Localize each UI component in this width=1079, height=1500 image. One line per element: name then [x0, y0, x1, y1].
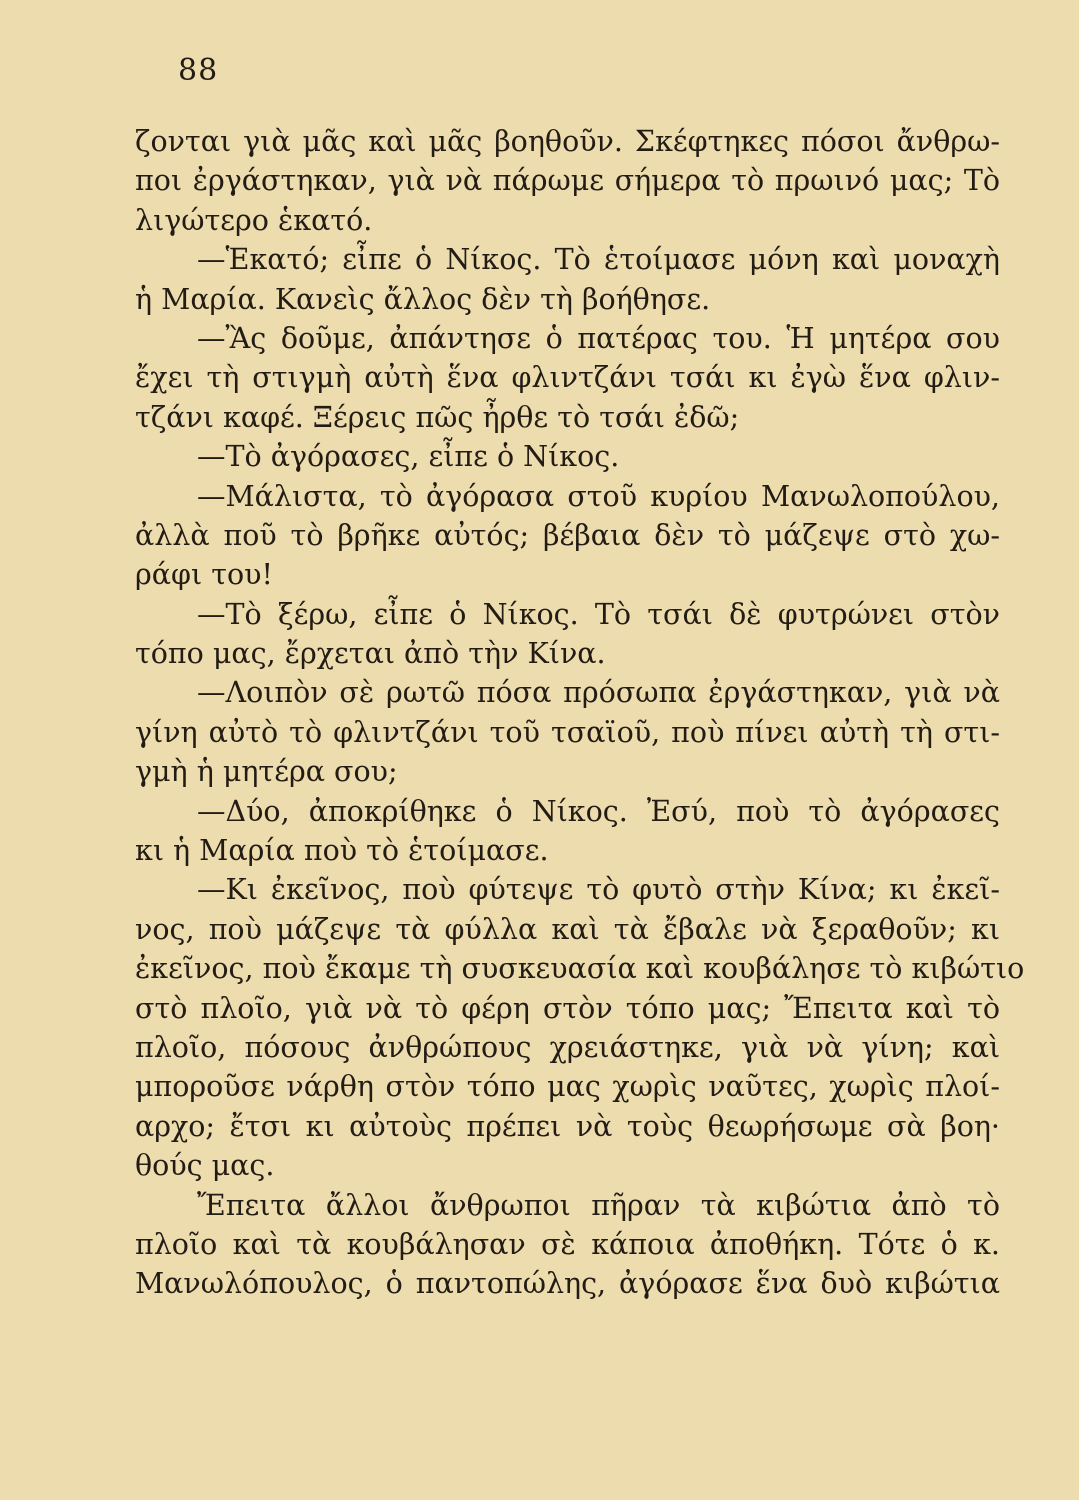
text-line: πλοῖο, πόσους ἀνθρώπους χρειάστηκε, γιὰ νὰ γίνη; καὶ	[135, 1030, 1000, 1064]
body-text	[135, 122, 1025, 1304]
text-line: —Λοιπὸν σὲ ρωτῶ πόσα πρόσωπα ἐργάστηκαν, γιὰ νὰ	[197, 676, 1000, 710]
text-line: νος, ποὺ μάζεψε τὰ φύλλα καὶ τὰ ἔβαλε νὰ ξεραθοῦν; κι	[135, 912, 1000, 946]
text-line: θούς μας.	[135, 1149, 275, 1183]
text-line: —Δύο, ἀποκρίθηκε ὁ Νίκος. Ἐσύ, ποὺ τὸ ἀγόρασες	[197, 794, 1000, 828]
text-line: ἀλλὰ ποῦ τὸ βρῆκε αὐτός; βέβαια δὲν τὸ μάζεψε στὸ χω-	[135, 518, 1000, 552]
text-line: —Ἂς δοῦμε, ἀπάντησε ὁ πατέρας του. Ἡ μητέρα σου	[197, 321, 1000, 355]
text-line: ποι ἐργάστηκαν, γιὰ νὰ πάρωμε σήμερα τὸ πρωινό μας; Τὸ	[135, 164, 1000, 198]
text-line: ἔχει τὴ στιγμὴ αὐτὴ ἕνα φλιντζάνι τσάι κι ἐγὼ ἕνα φλιν-	[135, 361, 1000, 395]
text-line: —Ἑκατό; εἶπε ὁ Νίκος. Τὸ ἑτοίμασε μόνη καὶ μοναχὴ	[197, 243, 1000, 277]
text-line: ράφι του!	[135, 558, 273, 592]
text-line: πλοῖο καὶ τὰ κουβάλησαν σὲ κάποια ἀποθήκη. Τότε ὁ κ.	[135, 1227, 1000, 1261]
text-line: ἐκεῖνος, ποὺ ἔκαμε τὴ συσκευασία καὶ κουβάλησε τὸ κιβώτιο	[135, 952, 1025, 986]
text-line: —Τὸ ξέρω, εἶπε ὁ Νίκος. Τὸ τσάι δὲ φυτρώνει στὸν	[197, 597, 1000, 631]
text-line: αρχο; ἔτσι κι αὐτοὺς πρέπει νὰ τοὺς θεωρήσωμε σὰ βοη·	[135, 1109, 1000, 1143]
text-line: —Τὸ ἀγόρασες, εἶπε ὁ Νίκος.	[197, 440, 620, 474]
text-line: τζάνι καφέ. Ξέρεις πῶς ἦρθε τὸ τσάι ἐδῶ;	[135, 400, 740, 434]
text-line: Μανωλόπουλος, ὁ παντοπώλης, ἀγόρασε ἕνα δυὸ κιβώτια	[135, 1267, 1000, 1301]
page-number: 88	[178, 53, 219, 88]
text-line: λιγώτερο ἑκατό.	[135, 203, 373, 237]
text-line: μποροῦσε νάρθη στὸν τόπο μας χωρὶς ναῦτες, χωρὶς πλοί-	[135, 1070, 1000, 1104]
text-line: ἡ Μαρία. Κανεὶς ἄλλος δὲν τὴ βοήθησε.	[135, 282, 711, 316]
text-line: γμὴ ἡ μητέρα σου;	[135, 755, 398, 789]
text-line: —Μάλιστα, τὸ ἀγόρασα στοῦ κυρίου Μανωλοπούλου,	[197, 479, 1000, 513]
text-line: τόπο μας, ἔρχεται ἀπὸ τὴν Κίνα.	[135, 637, 606, 671]
text-line: —Κι ἐκεῖνος, ποὺ φύτεψε τὸ φυτὸ στὴν Κίνα; κι ἐκεῖ-	[197, 873, 1000, 907]
text-line: γίνη αὐτὸ τὸ φλιντζάνι τοῦ τσαϊοῦ, ποὺ πίνει αὐτὴ τὴ στι-	[135, 715, 1000, 749]
text-line: στὸ πλοῖο, γιὰ νὰ τὸ φέρη στὸν τόπο μας; Ἔπειτα καὶ τὸ	[135, 991, 1000, 1025]
text-line: Ἔπειτα ἄλλοι ἄνθρωποι πῆραν τὰ κιβώτια ἀπὸ τὸ	[197, 1188, 1000, 1222]
text-line: κι ἡ Μαρία ποὺ τὸ ἑτοίμασε.	[135, 834, 549, 868]
text-line: ζονται γιὰ μᾶς καὶ μᾶς βοηθοῦν. Σκέφτηκες πόσοι ἄνθρω-	[135, 125, 1000, 158]
